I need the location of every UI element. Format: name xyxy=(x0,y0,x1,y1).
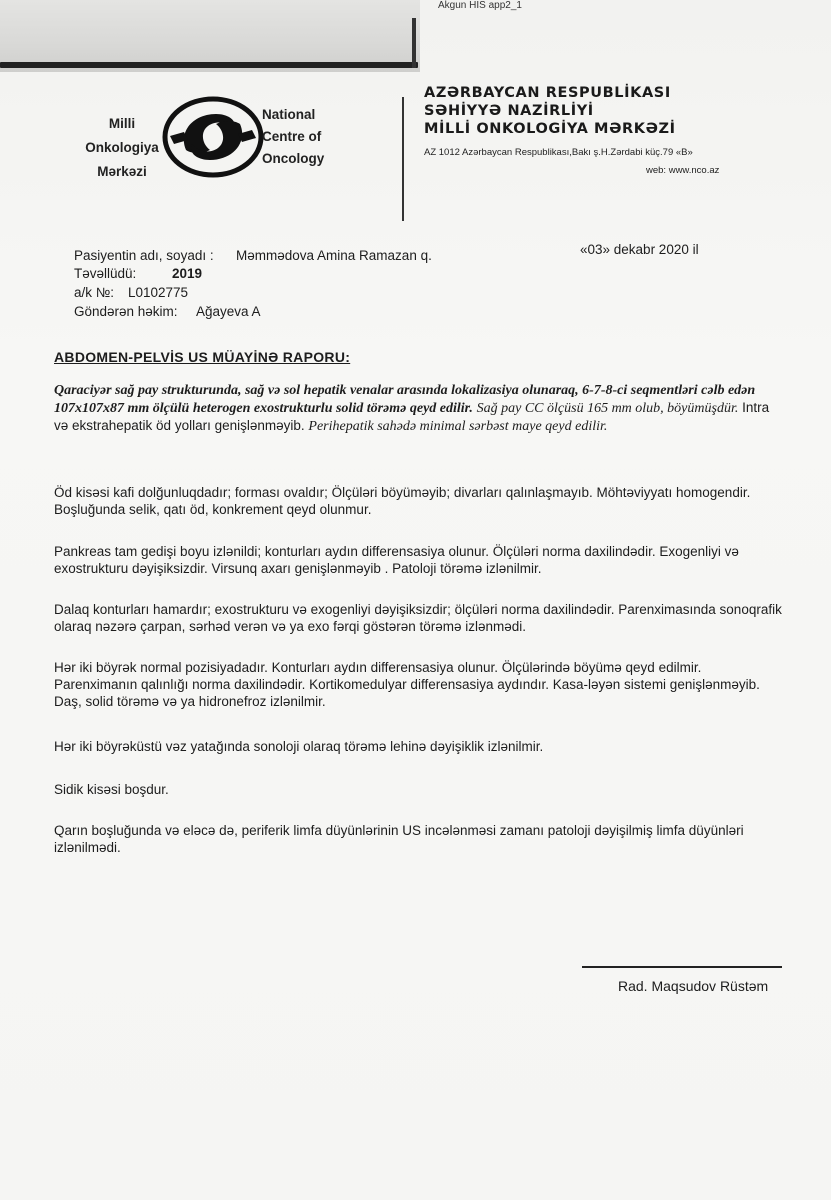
logo-left-line: Onkologiya xyxy=(85,140,159,155)
org-line-ministry: SƏHİYYƏ NAZİRLİYİ xyxy=(424,103,594,119)
liver-perihepatic-italic: Perihepatik sahədə minimal sərbəst maye qeyd edilir. xyxy=(308,419,608,434)
logo-text-right xyxy=(262,104,352,170)
report-paragraph-adrenals: Hər iki böyrəküstü vəz yatağında sonoloji olaraq törəmə lehinə dəyişiklik izlənilmir. xyxy=(54,739,544,754)
liver-bile-ducts: Intra və ekstrahepatik öd yolları genişlənməyib. xyxy=(54,400,770,433)
liver-finding-bold: Qaraciyər sağ pay strukturunda, sağ və sol hepatik venalar arasında lokalizasiya olunaraq, 6-7-8-ci seqmentləri cəlb edən 107x107x87 mm ölçülü heterogen exostrukturlu solid törəmə qeyd edilir. xyxy=(54,383,756,416)
radiologist-signature: Rad. Maqsudov Rüstəm xyxy=(618,978,769,994)
liver-size-italic: Sağ pay CC ölçüsü 165 mm olub, böyümüşdür. xyxy=(476,401,739,416)
report-paragraph-lymph-nodes: Qarın boşluğunda və eləcə də, periferik limfa düyünlərinin US incələnməsi zamanı patoloji dəyişilmiş limfa düyünləri izlənilmədi. xyxy=(54,823,744,855)
organization-heading xyxy=(424,84,744,138)
report-paragraph-spleen: Dalaq konturları hamardır; exostrukturu və exogenliyi dəyişiksizdir; ölçüləri norma daxilindədir. Parenximasında sonoqrafik olaraq nəzərə çarpan, sərhəd verən və ya exo fərqi göstərən törəmə izlənmədi. xyxy=(54,602,782,634)
referring-doctor-label: Göndərən həkim: xyxy=(74,304,178,319)
referring-doctor-value: Ağayeva A xyxy=(196,304,261,319)
card-number-label: a/k №: xyxy=(74,285,114,300)
birth-label: Təvəllüdü: xyxy=(74,266,137,281)
org-address: AZ 1012 Azərbaycan Respublikası,Bakı ş.H.Zərdabi küç.79 «B» xyxy=(424,147,693,158)
header-code: Akgun HIS app2_1 xyxy=(438,0,522,11)
logo-right-line: Centre of xyxy=(262,129,322,144)
org-line-country: AZƏRBAYCAN RESPUBLİKASI xyxy=(424,85,671,101)
report-title: ABDOMEN-PELVİS US MÜAYİNƏ RAPORU: xyxy=(54,349,351,365)
logo-left-line: Mərkəzi xyxy=(97,164,147,179)
scan-edge-tick xyxy=(412,18,416,68)
report-paragraph-liver xyxy=(54,381,784,435)
report-paragraph-gallbladder: Öd kisəsi kafi dolğunluqdadır; forması ovaldır; Ölçüləri böyüməyib; divarları qalınlaşmayıb. Möhtəviyyatı homogendir. Boşluğunda selik, qatı öd, konkrement qeyd olunmur. xyxy=(54,485,751,517)
org-line-centre: MİLLİ ONKOLOGİYA MƏRKƏZİ xyxy=(424,121,676,137)
org-website: web: www.nco.az xyxy=(646,165,720,176)
signature-line xyxy=(582,966,782,968)
logo-right-line: Oncology xyxy=(262,151,325,166)
report-paragraph-bladder: Sidik kisəsi boşdur. xyxy=(54,782,169,797)
header-divider xyxy=(402,97,404,221)
logo-right-line: National xyxy=(262,107,316,122)
report-paragraph-kidneys: Hər iki böyrək normal pozisiyadadır. Konturları aydın differensasiya olunur. Ölçülərində böyümə qeyd edilmir. Parenximanın qalınlığı norma daxilindədir. Kortikomedulyar differensasiya aydındır. Kasa-ləyən sistemi genişlənməyib. Daş, solid törəmə və ya hidronefroz izlənilmir. xyxy=(54,660,760,709)
scan-edge-bar xyxy=(0,62,418,68)
card-number-value: L0102775 xyxy=(128,285,189,300)
patient-name-value: Məmmədova Amina Ramazan q. xyxy=(236,248,432,263)
logo-text-left xyxy=(84,112,160,184)
logo-left-line: Milli xyxy=(108,116,136,131)
birth-value: 2019 xyxy=(172,266,203,281)
patient-name-label: Pasiyentin adı, soyadı : xyxy=(74,248,214,263)
report-date: «03» dekabr 2020 il xyxy=(580,242,699,257)
hands-logo-icon xyxy=(158,92,268,182)
report-paragraph-pancreas: Pankreas tam gedişi boyu izlənildi; konturları aydın differensasiya olunur. Ölçüləri norma daxilindədir. Exogenliyi və exostrukturu dəyişiksizdir. Virsunq axarı genişlənməyib . Patoloji törəmə izlənilmir. xyxy=(54,544,739,576)
